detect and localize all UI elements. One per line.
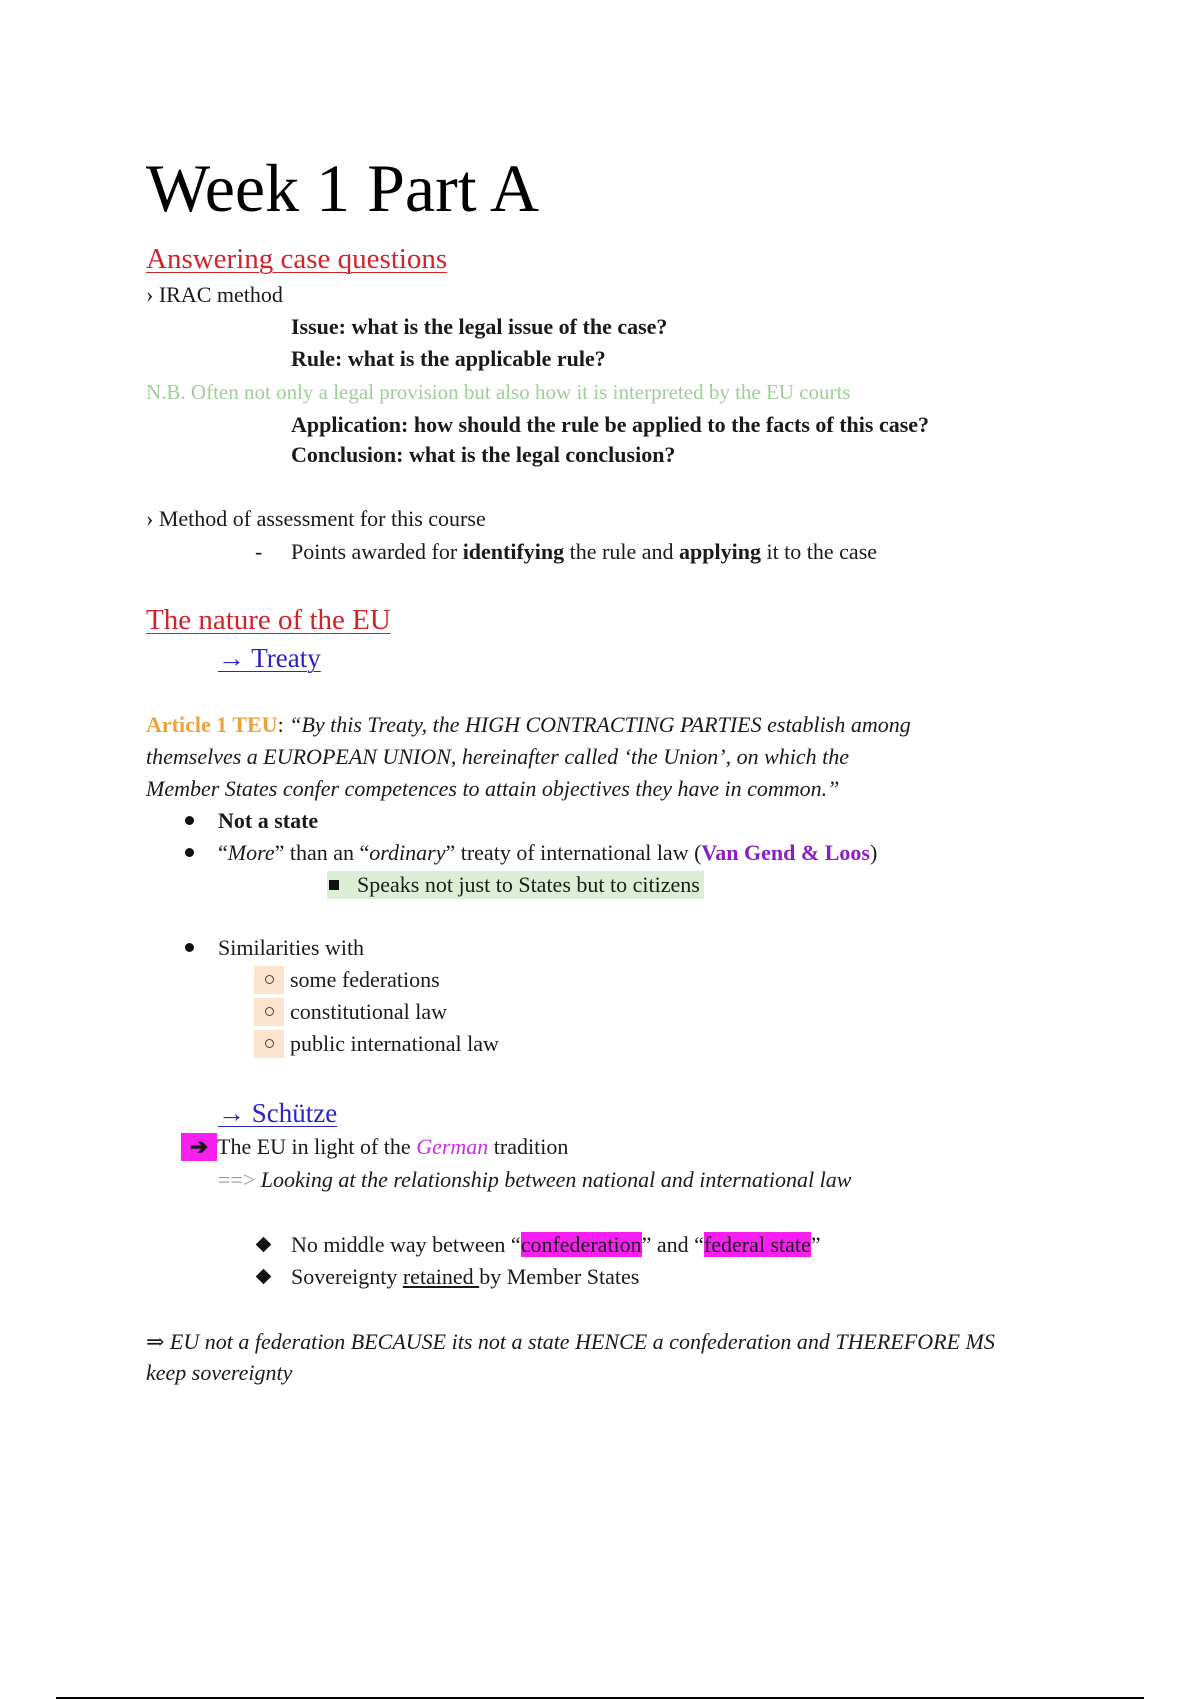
bullet-not-a-state: Not a state bbox=[185, 807, 318, 835]
eu-german-tradition-line: ➔ The EU in light of the German tradition bbox=[181, 1133, 568, 1163]
conclusion-line-1: ⇒ EU not a federation BECAUSE its not a state HENCE a confederation and THEREFORE MS bbox=[146, 1329, 995, 1354]
points-dash: - bbox=[255, 539, 263, 564]
irac-issue: Issue: what is the legal issue of the case? bbox=[291, 314, 668, 339]
article-quote-line-1: Article 1 TEU: “By this Treaty, the HIGH CONTRACTING PARTIES establish among bbox=[146, 712, 911, 737]
similarity-item: some federations bbox=[254, 966, 440, 994]
heading-nature-of-eu: The nature of the EU bbox=[146, 604, 391, 636]
article-label: Article 1 TEU bbox=[146, 712, 278, 737]
irac-conclusion: Conclusion: what is the legal conclusion? bbox=[291, 442, 676, 467]
irac-rule: Rule: what is the applicable rule? bbox=[291, 346, 606, 371]
conclusion-line-2: keep sovereignty bbox=[146, 1360, 293, 1385]
highlight-confederation: confederation bbox=[520, 1232, 642, 1257]
nb-note: N.B. Often not only a legal provision but also how it is interpreted by the EU courts bbox=[146, 380, 851, 404]
diamond-bullet bbox=[256, 1269, 272, 1285]
irac-application: Application: how should the rule be applied to the facts of this case? bbox=[291, 412, 930, 437]
sub-bullet-speaks-to-citizens: Speaks not just to States but to citizens bbox=[327, 871, 704, 899]
circle-bullet bbox=[254, 1030, 284, 1058]
bullet-dot bbox=[185, 943, 194, 952]
case-name-van-gend-loos: Van Gend & Loos bbox=[701, 840, 870, 865]
bullet-more-than-treaty: “More” than an “ordinary” treaty of international law (Van Gend & Loos) bbox=[185, 839, 877, 867]
article-quote-line-2: themselves a EUROPEAN UNION, hereinafter called ‘the Union’, on which the bbox=[146, 744, 850, 769]
similarity-item: public international law bbox=[254, 1030, 499, 1058]
arrow-right-icon: ➔ bbox=[181, 1133, 217, 1161]
highlight-federal-state: federal state bbox=[703, 1232, 811, 1257]
article-quote-line-3: Member States confer competences to attain objectives they have in common.” bbox=[146, 776, 840, 801]
bullet-dot bbox=[185, 848, 194, 857]
diamond-bullet bbox=[256, 1237, 272, 1253]
heading-answering-case-questions: Answering case questions bbox=[146, 243, 448, 275]
page-title: Week 1 Part A bbox=[146, 150, 539, 226]
points-awarded-line: Points awarded for identifying the rule and applying it to the case bbox=[291, 539, 878, 564]
irac-method-line: › IRAC method bbox=[146, 282, 283, 307]
circle-bullet bbox=[254, 998, 284, 1026]
treaty-link[interactable]: → Treaty bbox=[218, 643, 321, 673]
looking-at-relationship: ==> Looking at the relationship between national and international law bbox=[218, 1167, 852, 1192]
circle-bullet bbox=[254, 966, 284, 994]
schutze-link[interactable]: → Schütze bbox=[218, 1098, 338, 1128]
bottom-rule bbox=[56, 1697, 1144, 1699]
bullet-similarities: Similarities with bbox=[185, 934, 364, 962]
bullet-dot bbox=[185, 816, 194, 825]
method-of-assessment: › Method of assessment for this course bbox=[146, 506, 486, 531]
diamond-no-middle-way: No middle way between “confederation” and “federal state” bbox=[258, 1231, 821, 1259]
similarity-item: constitutional law bbox=[254, 998, 447, 1026]
square-bullet bbox=[329, 880, 339, 890]
diamond-sovereignty: Sovereignty retained by Member States bbox=[258, 1263, 639, 1291]
